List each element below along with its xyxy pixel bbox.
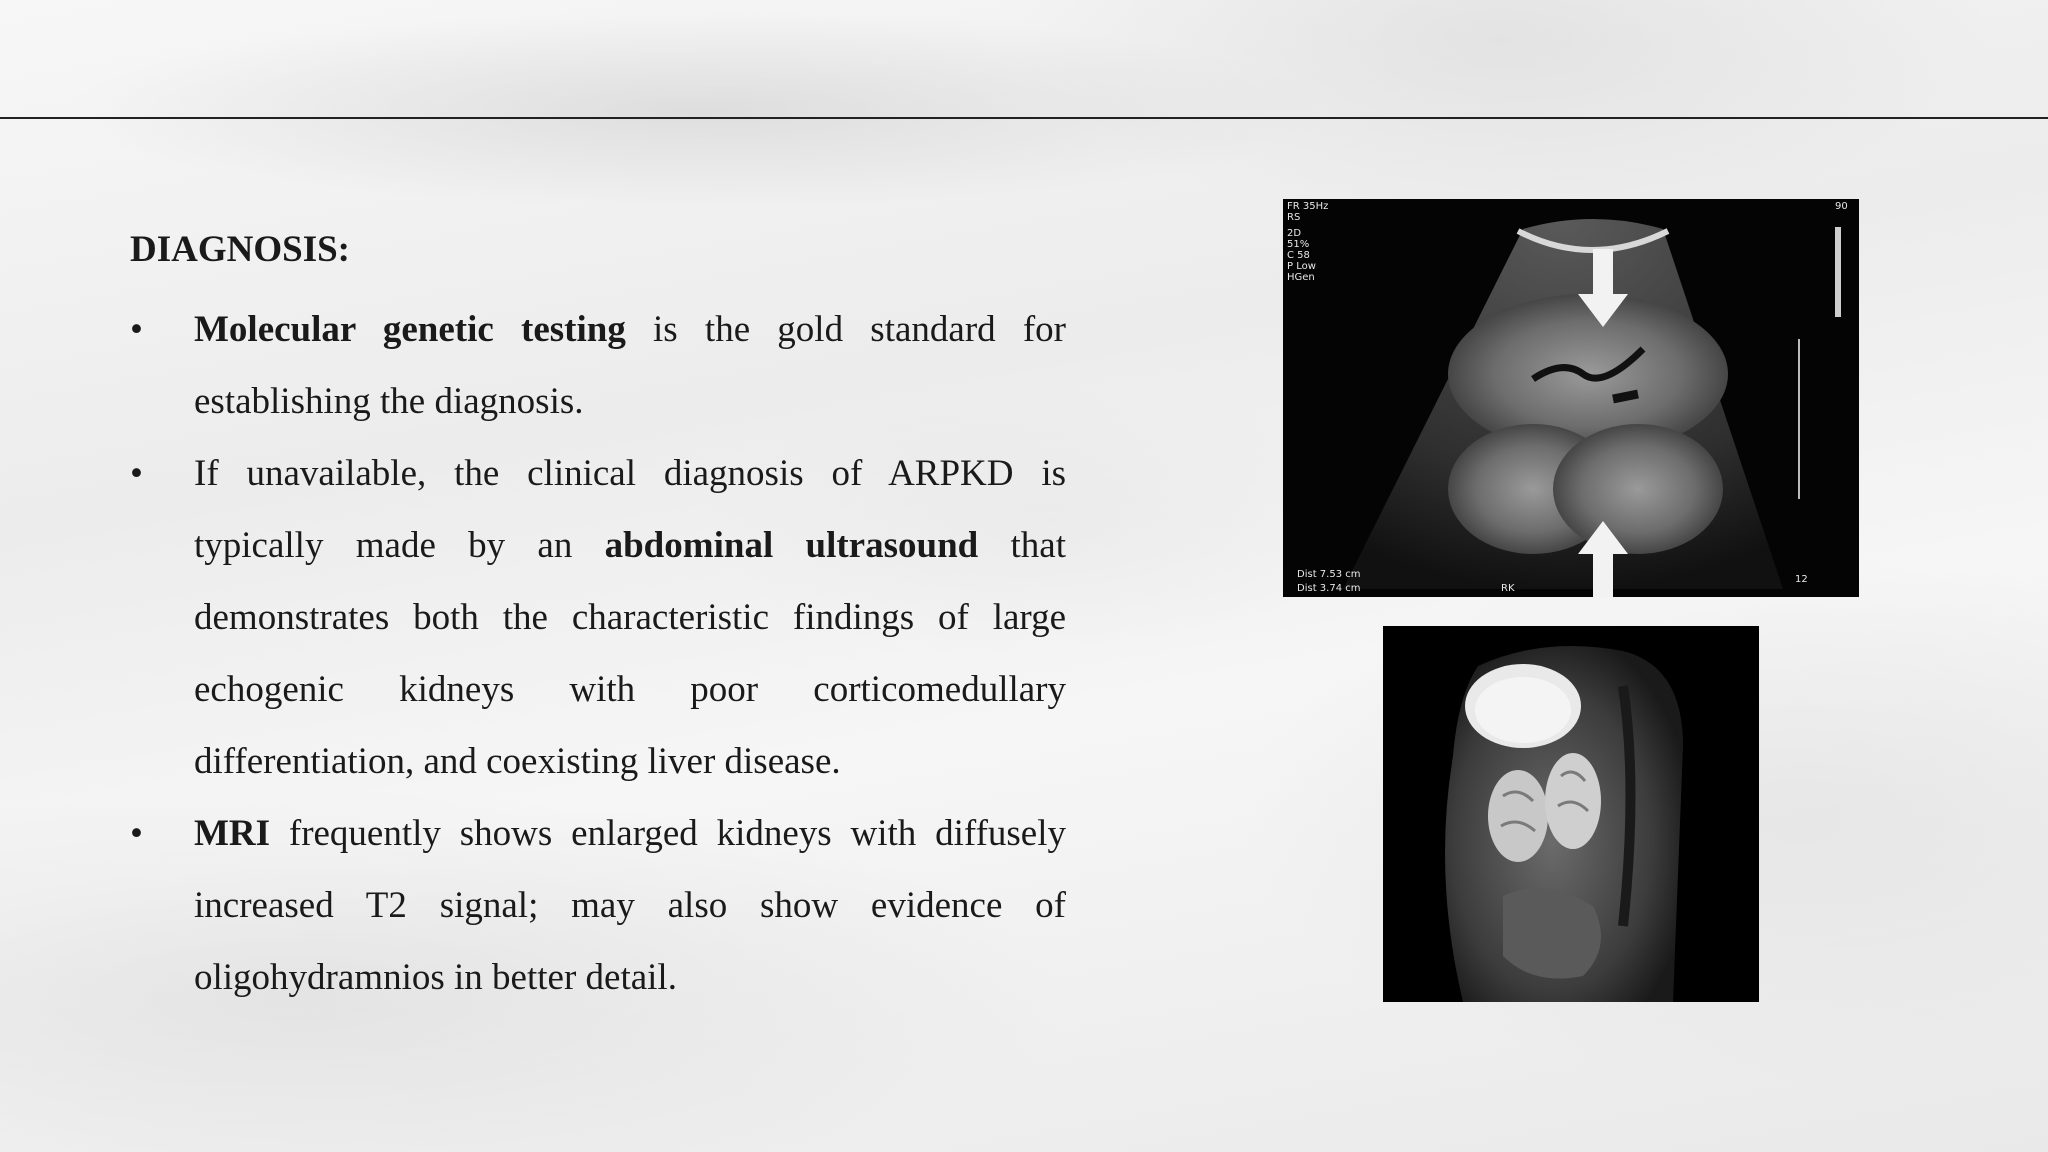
- bullet-marker: •: [130, 813, 143, 854]
- kidney-lower-right: [1553, 424, 1723, 554]
- us-measure-2: Dist 3.74 cm: [1297, 583, 1361, 594]
- bullet-list: [130, 294, 1066, 1014]
- bullet-ultrasound: [130, 438, 1066, 798]
- us-overlay-line: 51%: [1287, 239, 1310, 250]
- renal-pelvis-2: [1613, 394, 1638, 399]
- bullet-text: is the gold standard for establishing the diagnosis.: [194, 309, 1066, 422]
- us-overlay-line: C 58: [1287, 250, 1310, 261]
- us-overlay-top-right: 90: [1835, 201, 1848, 212]
- bullet-genetic-testing: [130, 294, 1066, 438]
- bullet-text: If unavailable, the clinical diagnosis of ARPKD is typically made by an: [194, 453, 1066, 566]
- bullet-text: that demonstrates both the characteristic findings of large echogenic kidneys with poor corticomedullary differentiation, and coexisting liver disease.: [194, 525, 1066, 782]
- mri-kidney-left: [1488, 770, 1548, 862]
- mri-bladder-inner: [1475, 677, 1571, 743]
- us-overlay-bottom-right: 12: [1795, 574, 1808, 585]
- us-overlay-line: RS: [1287, 212, 1301, 223]
- bullet-mri: [130, 798, 1066, 1014]
- us-overlay-line: P Low: [1287, 261, 1316, 272]
- slide-content: [130, 220, 1066, 1014]
- us-overlay-line: 2D: [1287, 228, 1302, 239]
- us-overlay-line: FR 35Hz: [1287, 201, 1329, 212]
- gray-scale-bar: [1835, 227, 1841, 317]
- title-divider-line: [0, 117, 2048, 119]
- bullet-strong-text: abdominal ultrasound: [604, 525, 979, 566]
- slide-heading: DIAGNOSIS:: [130, 229, 350, 270]
- bullet-strong-text: Molecular genetic testing: [194, 309, 626, 350]
- ultrasound-graphic: [1283, 199, 1859, 597]
- bullet-text: frequently shows enlarged kidneys with diffusely increased T2 signal; may also show evidence of oligohydramnios in better detail.: [194, 813, 1066, 998]
- bullet-strong-text: MRI: [194, 813, 271, 854]
- bullet-marker: •: [130, 453, 143, 494]
- us-side-label: RK: [1501, 583, 1515, 594]
- mri-graphic: [1383, 626, 1759, 1002]
- mri-image: [1383, 626, 1759, 1002]
- us-overlay-line: HGen: [1287, 272, 1315, 283]
- bullet-marker: •: [130, 309, 143, 350]
- us-measure-1: Dist 7.53 cm: [1297, 569, 1361, 580]
- ultrasound-image: [1283, 199, 1859, 597]
